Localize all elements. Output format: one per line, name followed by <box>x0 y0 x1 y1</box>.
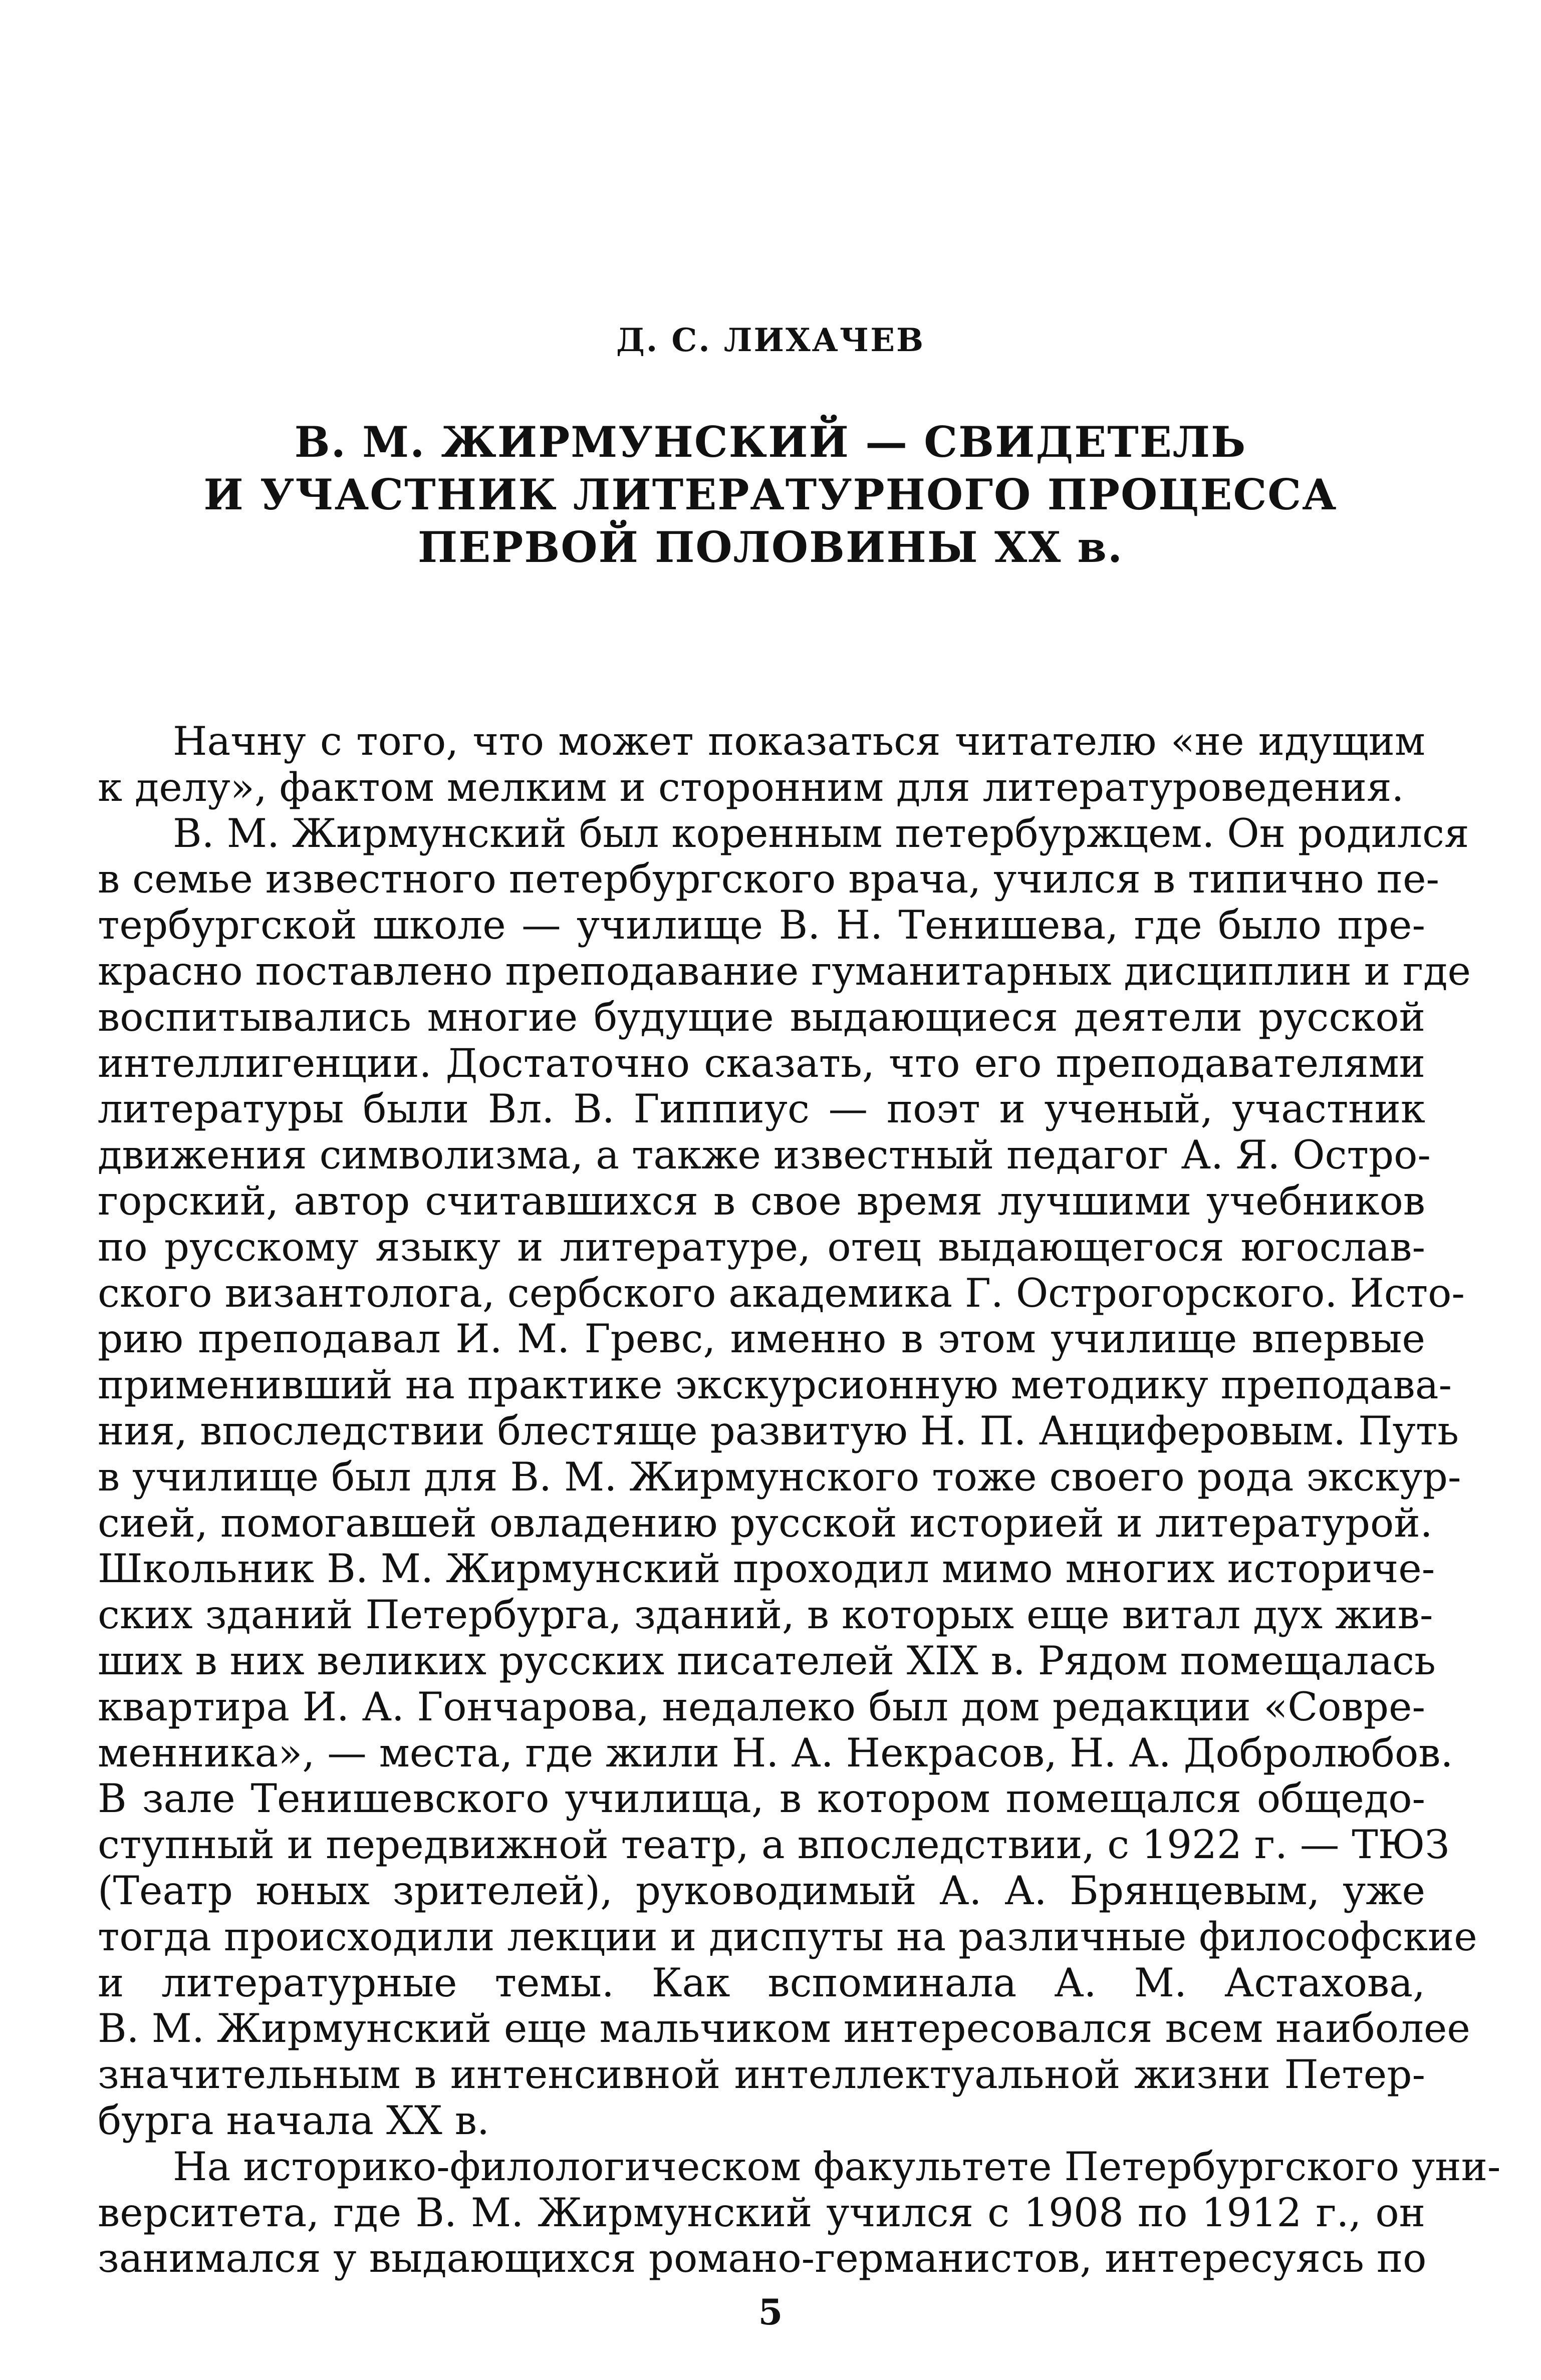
text-line: бурга начала XX в. <box>98 2097 489 2144</box>
text-line: ского византолога, сербского академика Г. Острогорского. Исто- <box>98 1270 1465 1316</box>
text-line: менника», — места, где жили Н. А. Некрасов, Н. А. Добролюбов. <box>98 1729 1453 1776</box>
article-body <box>98 718 1501 2282</box>
text-line: Школьник В. М. Жирмунский проходил мимо многих историче- <box>98 1546 1435 1592</box>
text-line: Начну с того, что может показаться читателю «не идущим <box>173 718 1425 764</box>
text-line: интеллигенции. Достаточно сказать, что его преподавателями <box>98 1040 1425 1086</box>
text-line: и литературные темы. Как вспоминала А. М. Астахова, <box>98 1959 1425 2006</box>
paragraph-2 <box>98 810 1477 2144</box>
text-line: сией, помогавшей овладению русской историей и литературой. <box>98 1500 1433 1546</box>
text-line: рию преподавал И. М. Гревс, именно в этом училище впервые <box>98 1316 1425 1362</box>
text-line: тербургской школе — училище В. Н. Тенишева, где было пре- <box>98 902 1425 949</box>
text-line: литературы были Вл. В. Гиппиус — поэт и ученый, участник <box>98 1086 1425 1132</box>
text-line: значительным в интенсивной интеллектуальной жизни Петер- <box>98 2051 1425 2098</box>
text-line: в училище был для В. М. Жирмунского тоже своего рода экскур- <box>98 1453 1461 1500</box>
text-line: На историко-филологическом факультете Петербургского уни- <box>173 2143 1501 2190</box>
text-line: применивший на практике экскурсионную методику преподава- <box>98 1362 1452 1408</box>
text-line: занимался у выдающихся романо-германистов, интересуясь по <box>98 2235 1427 2282</box>
title-line: ПЕРВОЙ ПОЛОВИНЫ XX в. <box>417 522 1124 572</box>
text-line: квартира И. А. Гончарова, недалеко был дом редакции «Совре- <box>98 1683 1425 1730</box>
article-title <box>0 416 1541 573</box>
text-line: верситета, где В. М. Жирмунский учился с 1908 по 1912 г., он <box>98 2189 1425 2236</box>
text-line: ших в них великих русских писателей XIX в. Рядом помещалась <box>98 1637 1436 1684</box>
text-line: воспитывались многие будущие выдающиеся деятели русской <box>98 994 1425 1040</box>
text-line: тогда происходили лекции и диспуты на различные философские <box>98 1913 1477 1960</box>
text-line: (Театр юных зрителей), руководимый А. А. Брянцевым, уже <box>98 1867 1425 1914</box>
text-line: горский, автор считавшихся в свое время лучшими учебников <box>98 1177 1425 1224</box>
text-line: в семье известного петербургского врача, учился в типично пе- <box>98 856 1440 903</box>
text-line: В. М. Жирмунский был коренным петербуржцем. Он родился <box>173 810 1469 856</box>
text-line: ния, впоследствии блестяще развитую Н. П. Анциферовым. Путь <box>98 1407 1459 1454</box>
text-line: по русскому языку и литературе, отец выдающегося югослав- <box>98 1224 1425 1270</box>
paragraph-3 <box>98 2143 1501 2282</box>
text-line: движения символизма, а также известный педагог А. Я. Остро- <box>98 1132 1431 1178</box>
author-name: Д. С. ЛИХАЧЕВ <box>616 322 925 359</box>
title-line: И УЧАСТНИК ЛИТЕРАТУРНОГО ПРОЦЕССА <box>203 470 1338 519</box>
title-line: В. М. ЖИРМУНСКИЙ — СВИДЕТЕЛЬ <box>294 417 1247 467</box>
page-number: 5 <box>758 2291 783 2333</box>
text-line: В. М. Жирмунский еще мальчиком интересовался всем наиболее <box>98 2005 1470 2052</box>
text-line: к делу», фактом мелким и сторонним для литературоведения. <box>98 764 1404 810</box>
text-line: красно поставлено преподавание гуманитарных дисциплин и где <box>98 948 1471 994</box>
paragraph-1 <box>98 719 1425 811</box>
text-line: ступный и передвижной театр, а впоследствии, с 1922 г. — ТЮЗ <box>98 1822 1450 1868</box>
text-line: В зале Тенишевского училища, в котором помещался общедо- <box>98 1775 1425 1822</box>
text-line: ских зданий Петербурга, зданий, в которых еще витал дух жив- <box>98 1592 1433 1638</box>
